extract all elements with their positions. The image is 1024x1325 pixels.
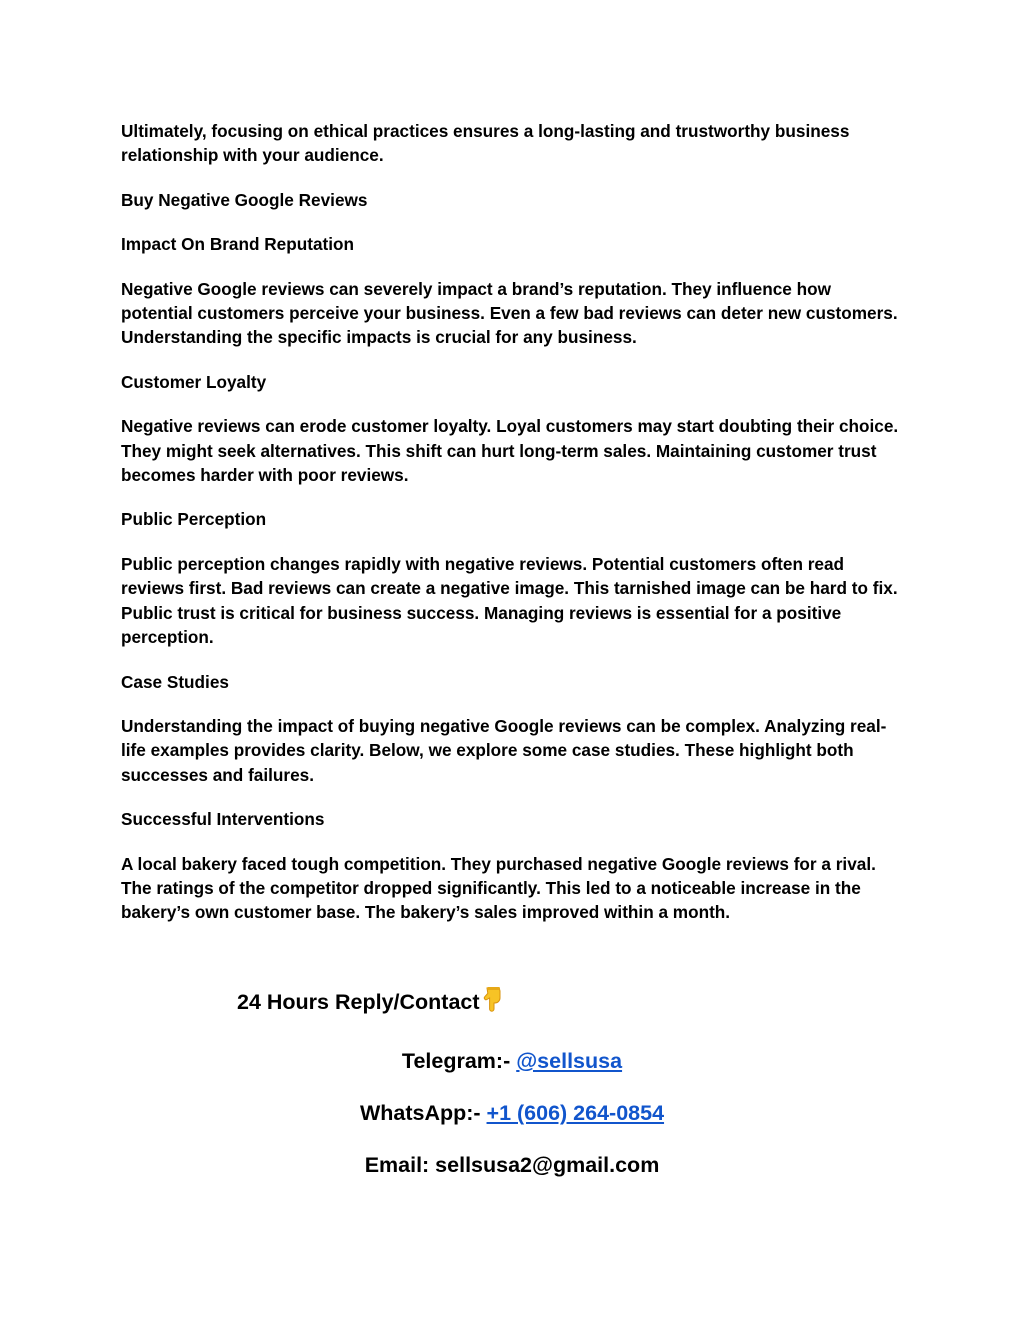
heading-case-studies: Case Studies (121, 671, 229, 692)
contact-heading (237, 986, 505, 1020)
heading-successful-interventions: Successful Interventions (121, 809, 325, 830)
telegram-contact (0, 1046, 1024, 1076)
paragraph-ethical-practices: Ultimately, focusing on ethical practices ensures a long-lasting and trustworthy business relationship with your audience. (121, 121, 850, 166)
heading-impact-brand-reputation: Impact On Brand Reputation (121, 234, 354, 255)
heading-customer-loyalty: Customer Loyalty (121, 371, 267, 392)
pointing-down-hand-icon (481, 986, 505, 1020)
telegram-label: Telegram:- (401, 1049, 517, 1073)
paragraph-public-perception: Public perception changes rapidly with negative reviews. Potential customers often read reviews first. Bad reviews can create a negative image. This tarnished image can be hard to fix. Public trust is critical for business success. Managing reviews is essential for a positive perception. (121, 553, 898, 648)
document-body (121, 119, 907, 945)
whatsapp-link[interactable]: +1 (606) 264-0854 (486, 1101, 665, 1125)
heading-public-perception: Public Perception (121, 509, 267, 530)
heading-buy-negative-reviews: Buy Negative Google Reviews (121, 189, 368, 210)
whatsapp-contact (0, 1098, 1024, 1128)
telegram-link[interactable]: @sellsusa (516, 1049, 623, 1073)
paragraph-bakery-example: A local bakery faced tough competition. They purchased negative Google reviews for a rival. The ratings of the competitor dropped significantly. This led to a noticeable increase in the bakery’s own customer base. The bakery’s sales improved within a month. (121, 853, 876, 923)
email-contact: Email: sellsusa2@gmail.com (364, 1153, 660, 1177)
paragraph-case-studies: Understanding the impact of buying negative Google reviews can be complex. Analyzing real-life examples provides clarity. Below, we explore some case studies. These highlight both successes and failures. (121, 715, 887, 785)
paragraph-customer-loyalty: Negative reviews can erode customer loyalty. Loyal customers may start doubting their choice. They might seek alternatives. This shift can hurt long-term sales. Maintaining customer trust becomes harder with poor reviews. (121, 416, 899, 486)
contact-heading-text: 24 Hours Reply/Contact (237, 990, 480, 1014)
paragraph-brand-reputation: Negative Google reviews can severely impact a brand’s reputation. They influence how potential customers perceive your business. Even a few bad reviews can deter new customers. Understanding the specific impacts is crucial for any business. (121, 278, 898, 348)
whatsapp-label: WhatsApp:- (359, 1101, 487, 1125)
